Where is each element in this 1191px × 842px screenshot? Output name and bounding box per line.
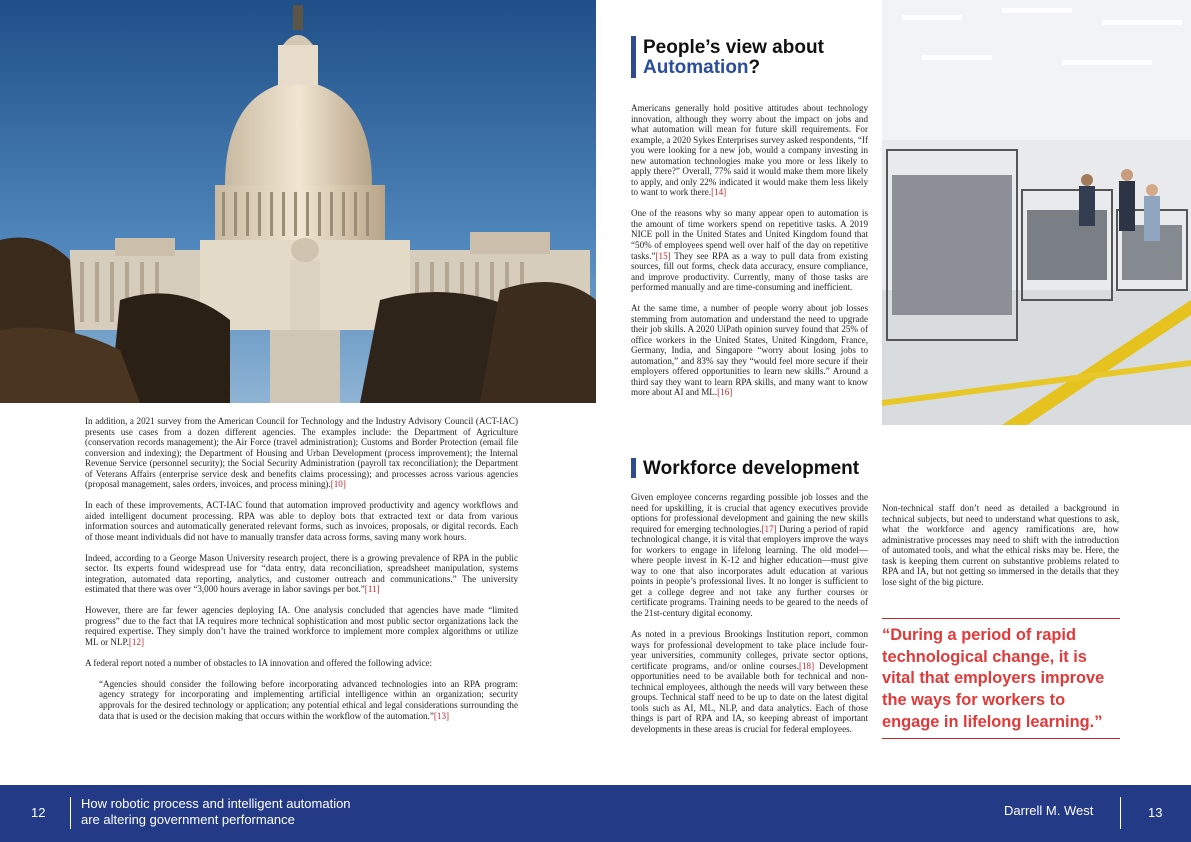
paragraph: At the same time, a number of people worry about job losses stemming from automation and understand the need to upgrade their job skills. A 2020 UiPath opinion survey found that 25% of office workers in the United States, United Kingdom, France, Germany, India, and Singapore “worry about losing jobs to automation,” and 83% say they “would feel more secure if their employers offered opportunities to learn new skills.” Around a third say they want to learn RPA skills, and many want to know more about AI and ML.[16]: [631, 303, 868, 398]
reference-link[interactable]: [15]: [655, 250, 671, 261]
reference-link[interactable]: [13]: [433, 710, 450, 721]
reference-link[interactable]: [12]: [128, 637, 145, 648]
page-number-right: 13: [1148, 805, 1163, 820]
section2-body-col1: [631, 492, 868, 745]
page-number-left: 12: [31, 805, 46, 820]
section2-body-col2: [882, 503, 1119, 587]
author-name: Darrell M. West: [1004, 803, 1094, 818]
paragraph: Indeed, according to a George Mason University research project, there is a growing prevalence of RPA in the public sector. Its experts found widespread use for “data entry, data reconciliation, spreadsheet manipulation, systems integration, automated data reporting, analytics, and customer outreach and communications.” The university estimated that there was over “3,000 hours average in labor savings per bot.”[11]: [85, 552, 518, 595]
block-quote: “Agencies should consider the following before incorporating advanced technologies into an RPA program: agency strategy for incorporating and implementing artificial intelligence within an organization; security approvals for the desired technology or application; any potential ethical and legal considerations surrounding the data that is used or the decision making that occurs within the workflow of the automation.”[13]: [99, 678, 518, 721]
lab-workers-photo: [882, 0, 1191, 425]
pull-quote-text: “During a period of rapid technological change, it is vital that employers improve the ways for workers to engage in lifelong learning.”: [882, 626, 1105, 731]
paragraph: In addition, a 2021 survey from the American Council for Technology and the Industry Advisory Council (ACT-IAC) presents use cases from a dozen different agencies. The examples include: the Department of Agriculture (conservation records management); the Air Force (travel administration); Customs and Border Protection (email file conversion and indexing); the Department of Housing and Urban Development (process improvement); the Internal Revenue Service (personnel security); the Social Security Administration (payroll tax reconciliation); the Department of Veterans Affairs (enterprise service desk and benefits claims processing); and processes across various agencies (proposal management, sales orders, invoices, and process mining).[10]: [85, 416, 518, 490]
section-heading-workforce: Workforce development: [631, 458, 871, 480]
footer-bar: [0, 785, 1191, 842]
reference-link[interactable]: [17]: [761, 523, 777, 534]
reference-link[interactable]: [10]: [330, 479, 346, 490]
paragraph: Non-technical staff don’t need as detailed a background in technical subjects, but need to understand what questions to ask, what the workforce and agency ramifications are, how administrative processes may need to shift with the introduction of automated tools, and what the ethical risks may be. Here, the task is keeping them current on substantive problems related to RPA and IA, but not getting so immersed in the details that they lose sight of the big picture.: [882, 503, 1119, 587]
left-page-body: [85, 416, 518, 731]
paragraph: Given employee concerns regarding possible job losses and the need for upskilling, it is crucial that agency executives provide options for professional development and gaining the new skills required for emerging technologies.[17] During a period of rapid technological change, it is vital that employers improve the ways for workers to engage in lifelong learning. The old model—where people invest in K-12 and higher education—must give way to one that also incorporates adult education at various points in people’s professional lives. It no longer is sufficient to get a college degree and not take any further courses or certificate programs. Training needs to be geared to the needs of the 21st-century digital economy.: [631, 492, 868, 619]
reference-link[interactable]: [18]: [798, 660, 815, 671]
paragraph: Americans generally hold positive attitudes about technology innovation, although they worry about the impact on jobs and what automation will mean for future skill requirements. For example, a 2020 Sykes Enterprises survey asked respondents, “If you were looking for a new job, would a company investing in new automation technologies make you more or less likely to apply there?” Overall, 77% said it would make them more likely to apply, and only 22% indicated it would make them less likely to want to work there.[14]: [631, 103, 868, 198]
reference-link[interactable]: [14]: [711, 187, 727, 198]
reference-link[interactable]: [11]: [364, 584, 380, 595]
capitol-photo: [0, 0, 596, 403]
publication-title: How robotic process and intelligent automation are altering government performance: [81, 796, 351, 827]
pull-quote: [882, 618, 1120, 739]
reference-link[interactable]: [16]: [717, 387, 733, 398]
paragraph: One of the reasons why so many appear open to automation is the amount of time workers spend on repetitive tasks. A 2019 NICE poll in the United States and United Kingdom found that “50% of employees spend well over half of the day on repetitive tasks.”[15] They see RPA as a way to pull data from existing sources, fill out forms, check data accuracy, ensure compliance, and improve productivity. Currently, many of those tasks are performed manually and are time-consuming and inefficient.: [631, 208, 868, 293]
section-heading-peoples-view: People’s view about Automation?: [631, 36, 871, 80]
section1-body: [631, 103, 868, 408]
pull-quote-bottom-rule: [882, 738, 1120, 739]
paragraph: As noted in a previous Brookings Institution report, common ways for professional development to take place include four-year universities, community colleges, private sector options, certificate programs, and/or online courses.[18] Development opportunities need to be available both for technical and non-technical employees, although the needs will vary between these groups. Technical staff need to be up to date on the latest digital tools such as AI, ML, NLP, and data analytics. Each of those things is part of RPA and IA, so keeping abreast of important developments in these areas is crucial for federal employees.: [631, 628, 868, 734]
paragraph: A federal report noted a number of obstacles to IA innovation and offered the following advice:: [85, 657, 433, 668]
footer-divider: [70, 797, 71, 829]
paragraph: In each of these improvements, ACT-IAC found that automation improved productivity and agency workflows and aided intelligent document processing. RPA was able to deploy bots that extracted text or data from various information sources and automatically generated relevant forms, such as invoices, proposals, or digital records. Each of those meant individuals did not have to manually transfer data across forms, saving many work hours.: [85, 500, 518, 542]
paragraph: However, there are far fewer agencies deploying IA. One analysis concluded that agencies have made “limited progress” due to the fact that IA requires more technical sophistication and most public sector organizations lack the required expertise. They simply don’t have the trained workforce to implement more complex algorithms or utilize ML or NLP.[12]: [85, 605, 518, 648]
footer-divider: [1120, 797, 1121, 829]
